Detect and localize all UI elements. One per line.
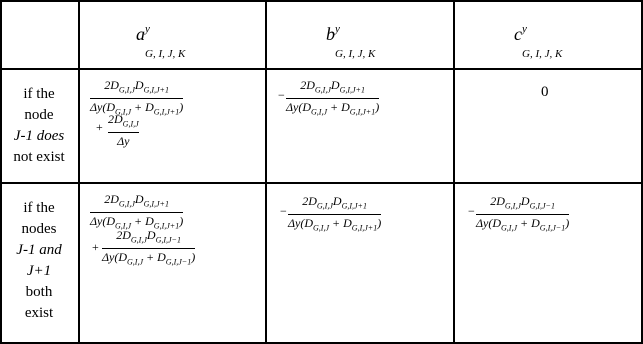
row2-b-minus: −: [280, 204, 287, 218]
header-a: $a^y$ $_{G, I, J, K}$: [136, 23, 186, 60]
column-divider-2: [265, 0, 267, 344]
column-divider-1: [78, 0, 80, 344]
row1-a-plus: +: [96, 120, 103, 134]
header-b: $b^y$ $_{G, I, J, K}$: [326, 23, 376, 60]
row1-b-minus: −: [278, 88, 285, 102]
row2-a-term2: $2D_{G,I,J}D_{G,I,J-1}$ $\Delta y(D_{G,I,J} + D_{G,I,J-1})$: [102, 228, 196, 267]
row-divider-middle: [0, 182, 643, 184]
row-divider-header: [0, 68, 643, 70]
row2-condition: if the nodes J-1 and J+1 both exist: [16, 200, 62, 321]
row2-c-term: $2D_{G,I,J}D_{G,I,J-1}$ $\Delta y(D_{G,I,J} + D_{G,I,J-1})$: [476, 194, 570, 233]
row1-a-term1: $2D_{G,I,J}D_{G,I,J+1}$ $\Delta y(D_{G,I,J} + D_{G,I,J+1})$: [90, 78, 184, 117]
row1-c-value: 0: [541, 84, 549, 100]
row1-a-term2: $2D_{G,I,J}$ Δy: [108, 112, 139, 149]
row1-b-term: $2D_{G,I,J}D_{G,I,J+1}$ $\Delta y(D_{G,I,J} + D_{G,I,J+1})$: [286, 78, 380, 117]
row2-a-plus: +: [92, 240, 99, 254]
row1-condition: if the node J-1 does not exist: [13, 86, 65, 165]
table-border-top: [0, 0, 643, 2]
row2-a-term1: $2D_{G,I,J}D_{G,I,J+1}$ $\Delta y(D_{G,I,J} + D_{G,I,J+1})$: [90, 192, 184, 231]
header-c: $c^y$ $_{G, I, J, K}$: [514, 23, 563, 60]
row2-b-term: $2D_{G,I,J}D_{G,I,J+1}$ $\Delta y(D_{G,I,J} + D_{G,I,J+1})$: [288, 194, 382, 233]
row2-c-minus: −: [468, 204, 475, 218]
column-divider-3: [453, 0, 455, 344]
